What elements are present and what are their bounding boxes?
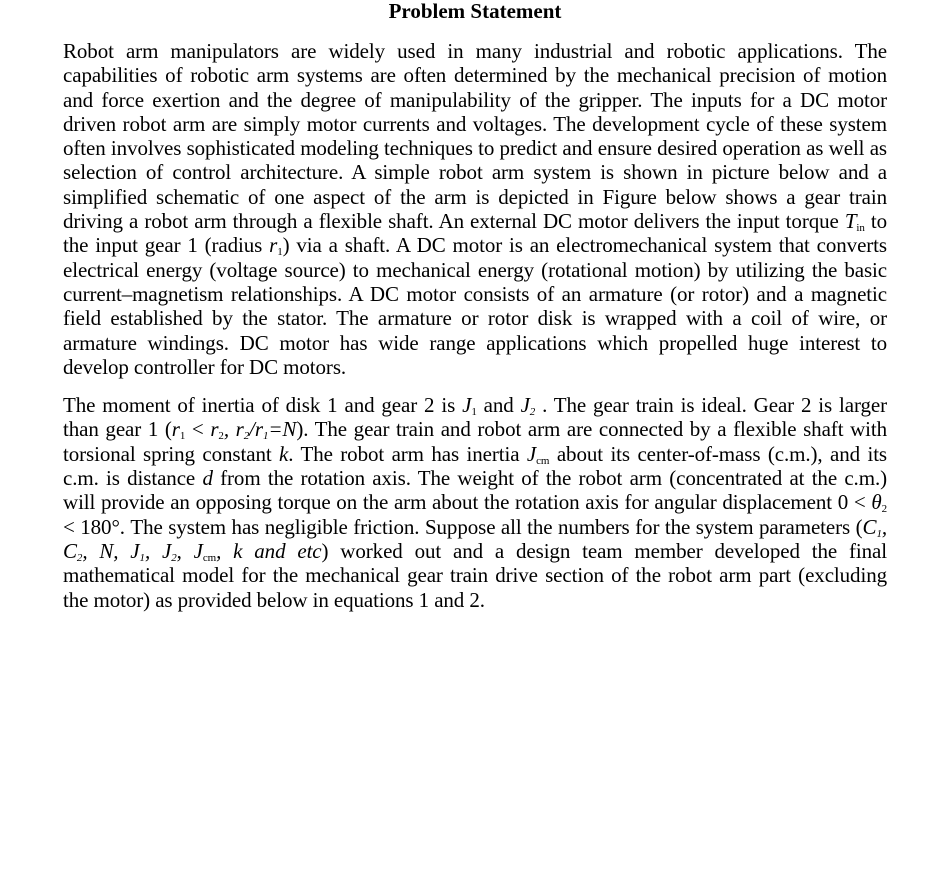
text-run: . The robot arm has inertia (288, 441, 527, 466)
text-run: ). The gear train and robot arm are connected by a flexible shaft with torsional spring constant (63, 417, 888, 466)
subscript: 1 (876, 527, 882, 540)
symbol-radius: r (171, 417, 180, 442)
symbol-radius: r (210, 417, 219, 442)
symbol-torque: T (844, 209, 857, 234)
text-run: . The gear train is ideal. Gear 2 is larger than gear 1 ( (63, 393, 887, 442)
symbol-radius: r (269, 233, 278, 258)
page-title: Problem Statement (388, 0, 562, 23)
symbol-theta: θ (871, 490, 882, 515)
symbol-ratio: =N (268, 417, 297, 442)
symbol-inertia-cm: J (526, 441, 537, 466)
subscript: cm (202, 551, 217, 564)
symbol-distance: d (202, 466, 213, 491)
text-run: < 180°. The system has negligible friction. Suppose all the numbers for the system parameters ( (63, 514, 863, 539)
symbol-ratio: , r (223, 417, 244, 442)
subscript: 1 (139, 551, 145, 564)
text-run: ) via a shaft. A DC motor is an electromechanical system that converts electrical energy (voltage source) to mechanical energy (rotational motion) by utilizing the basic current–magnetism relationships. A DC motor consists of an armature (or rotor) and a magnetic field established by the stator. The armature or rotor disk is wrapped with a coil of wire, or armature windings. DC motor has wide range applications which propelled huge interest to develop controller for DC motors. (63, 233, 887, 379)
subscript: 1 (262, 430, 269, 443)
subscript: 2 (171, 551, 177, 564)
text-run: to the input gear 1 (radius (63, 209, 887, 258)
document-page (63, 0, 887, 612)
text-run: ) worked out and a design team member developed the final mathematical model for the mechanical gear train drive section of the robot arm part (excluding the motor) as provided below in equations 1 and 2. (63, 538, 887, 612)
text-run: Robot arm manipulators are widely used in many industrial and robotic applications. The capabilities of robotic arm systems are often determined by the mechanical precision of motion and force exertion and the degree of manipulability of the gripper. The inputs for a DC motor driven robot arm are simply motor currents and voltages. The development cycle of these system often involves sophisticated modeling techniques to predict and ensure desired operation as well as selection of control architecture. A simple robot arm system is shown in picture below and a simplified schematic of one aspect of the arm is depicted in Figure below shows a gear train driving a robot arm through a flexible shaft. An external DC motor delivers the input torque (63, 39, 887, 234)
symbol-param: C (862, 514, 877, 539)
subscript: 1 (471, 406, 477, 419)
subscript: cm (536, 454, 550, 467)
symbol-param: J (181, 538, 203, 563)
paragraph-intro (63, 39, 887, 379)
text-run: , (176, 538, 182, 563)
symbol-inertia: J (462, 393, 472, 418)
symbol-spring-constant: k (279, 441, 289, 466)
symbol-param: , C (63, 514, 887, 563)
subscript: in (856, 222, 865, 235)
text-run: about its center-of-mass (c.m.), and its c.m. is distance (63, 441, 887, 491)
subscript: 2 (881, 503, 887, 516)
text-run: from the rotation axis. The weight of the robot arm (concentrated at the c.m.) will provide an opposing torque on the arm about the rotation axis for angular displacement 0 < (63, 466, 887, 515)
subscript: 1 (277, 246, 283, 259)
subscript: 2 (76, 551, 83, 564)
text-run: The moment of inertia of disk 1 and gear 2 is (63, 393, 463, 418)
symbol-param: , J (144, 538, 172, 563)
subscript: 2 (218, 430, 224, 443)
symbol-ratio: /r (249, 417, 263, 442)
symbol-param: , k and etc (216, 538, 322, 563)
subscript: 2 (529, 406, 536, 419)
text-run: < (185, 417, 211, 442)
text-run: and (476, 393, 521, 418)
paragraph-model (63, 393, 887, 612)
subscript: 2 (243, 430, 250, 443)
symbol-param: , N, J (82, 538, 140, 563)
subscript: 1 (179, 430, 186, 443)
symbol-inertia: J (520, 393, 530, 418)
